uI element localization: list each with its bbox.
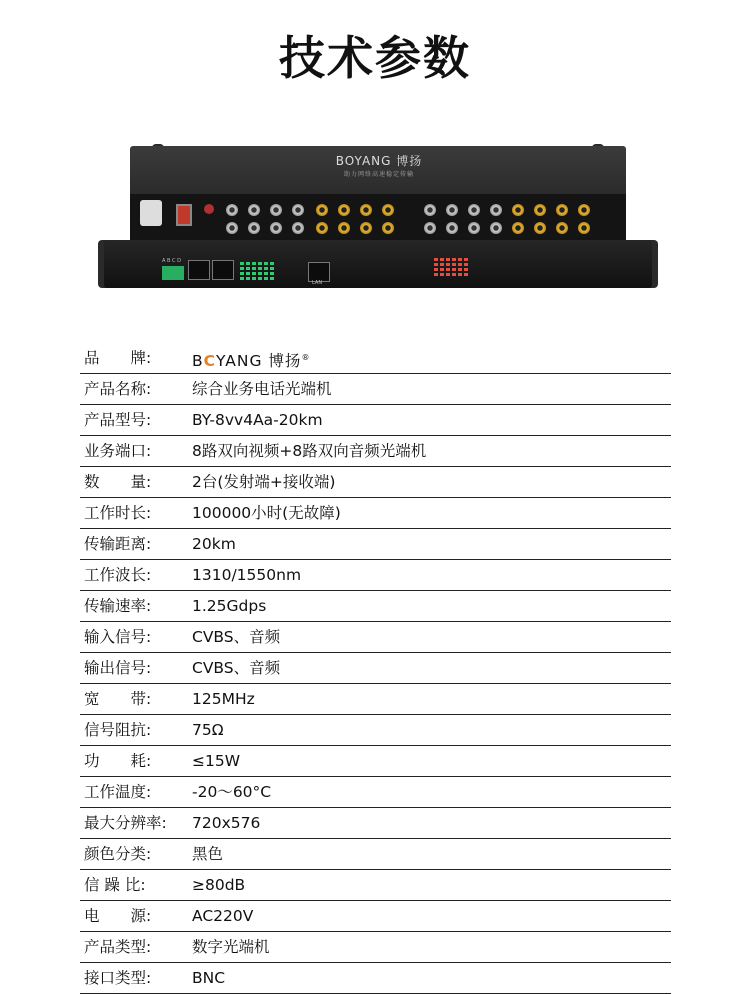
bnc-connector-icon [424,204,436,216]
status-led-icon [446,273,450,276]
status-led-icon [440,258,444,261]
status-led-icon [458,268,462,271]
status-led-icon [246,277,250,280]
fiber-port-icon [204,204,214,214]
spec-label: 业务端口: [84,442,152,460]
status-led-icon [264,267,268,270]
spec-label: 数 量: [84,473,152,491]
spec-value: 8路双向视频+8路双向音频光端机 [192,442,427,460]
bnc-connector-icon [490,204,502,216]
status-led-icon [440,263,444,266]
spec-label: 输出信号: [84,659,152,677]
bnc-connector-icon [270,204,282,216]
rca-connector-icon [556,222,568,234]
status-led-icon [270,277,274,280]
rca-connector-icon [382,222,394,234]
rca-connector-icon [360,204,372,216]
spec-row [80,498,671,529]
spec-value: -20～60°C [192,783,272,801]
spec-label: 传输速率: [84,597,152,615]
spec-row [80,808,671,839]
spec-row [80,777,671,808]
lower-chassis [104,240,652,288]
spec-value: 数字光端机 [192,938,270,956]
spec-value: 75Ω [192,721,224,739]
spec-row [80,963,671,994]
status-led-icon [446,258,450,261]
terminal-label: A B C D [162,258,181,264]
bnc-connector-icon [424,222,436,234]
status-led-icon [270,267,274,270]
bnc-connector-icon [446,204,458,216]
rj45-port-icon [212,260,234,280]
spec-label: 工作温度: [84,783,152,801]
rca-connector-icon [534,204,546,216]
status-led-icon [464,263,468,266]
spec-label: 工作时长: [84,504,152,522]
status-led-icon [446,263,450,266]
status-led-icon [452,258,456,261]
status-led-icon [446,268,450,271]
spec-value: 1.25Gdps [192,597,267,615]
spec-value: 20km [192,535,236,553]
spec-row [80,374,671,405]
bnc-connector-icon [226,222,238,234]
bnc-connector-icon [226,204,238,216]
rca-connector-icon [556,204,568,216]
rca-connector-icon [316,222,328,234]
status-led-icon [464,273,468,276]
rca-connector-icon [338,222,350,234]
status-led-icon [458,258,462,261]
status-led-icon [246,272,250,275]
spec-value: CVBS、音频 [192,628,281,646]
upper-front-panel [130,194,626,244]
rca-connector-icon [360,222,372,234]
status-led-icon [258,262,262,265]
spec-value: 黑色 [192,845,224,863]
bnc-connector-icon [468,204,480,216]
spec-row [80,591,671,622]
status-led-icon [264,262,268,265]
spec-row [80,436,671,467]
status-led-icon [434,268,438,271]
spec-value: ≤15W [192,752,241,770]
optical-transceiver-image [104,140,652,292]
spec-value: BNC [192,969,226,987]
brand-logo [192,343,310,376]
status-led-icon [258,272,262,275]
spec-value: 720x576 [192,814,261,832]
spec-value: 2台(发射端+接收端) [192,473,336,491]
status-led-icon [440,268,444,271]
spec-value: 125MHz [192,690,255,708]
rj45-port-icon [188,260,210,280]
spec-label: 工作波长: [84,566,152,584]
brand-letter: B [192,352,204,371]
rca-connector-icon [382,204,394,216]
status-led-icon [252,267,256,270]
status-led-icon [240,262,244,265]
spec-row [80,901,671,932]
status-led-icon [452,263,456,266]
spec-label: 输入信号: [84,628,152,646]
spec-table [80,343,671,994]
status-led-icon [270,262,274,265]
rca-connector-icon [578,222,590,234]
spec-row [80,715,671,746]
status-led-icon [246,267,250,270]
page-title: 技术参数 [279,31,471,85]
spec-row [80,932,671,963]
status-led-icon [240,272,244,275]
registered-mark: ® [301,353,311,362]
spec-label: 信 躁 比: [84,876,146,894]
spec-label: 产品类型: [84,938,152,956]
status-led-icon [246,262,250,265]
status-led-icon [434,258,438,261]
lan-port-icon [308,262,330,282]
lan-label: LAN [312,280,323,286]
status-led-icon [458,263,462,266]
spec-row [80,560,671,591]
spec-value: ≥80dB [192,876,246,894]
rca-connector-icon [512,222,524,234]
bnc-connector-icon [248,222,260,234]
status-led-icon [258,277,262,280]
spec-label: 产品型号: [84,411,152,429]
spec-value: BY-8vv4Aa-20km [192,411,323,429]
spec-value: AC220V [192,907,254,925]
spec-label: 颜色分类: [84,845,152,863]
device-logo [309,152,449,178]
status-led-icon [440,273,444,276]
spec-label: 传输距离: [84,535,152,553]
spec-row [80,653,671,684]
spec-label: 信号阻抗: [84,721,152,739]
spec-value: CVBS、音频 [192,659,281,677]
brand-name: YANG 博扬 [216,352,302,371]
device-logo-text: BOYANG 博扬 [335,154,423,168]
spec-row [80,467,671,498]
rca-connector-icon [578,204,590,216]
spec-label: 电 源: [84,907,152,925]
spec-row [80,746,671,777]
bnc-connector-icon [292,222,304,234]
device-tagline: 助力网络高速稳定传输 [343,171,414,178]
spec-label: 最大分辨率: [84,814,167,832]
status-led-icon [252,272,256,275]
status-led-icon [464,268,468,271]
rca-connector-icon [338,204,350,216]
rca-connector-icon [512,204,524,216]
status-led-icon [452,268,456,271]
terminal-block-icon [162,266,184,280]
spec-row-brand [80,343,671,374]
spec-row [80,839,671,870]
status-led-icon [258,267,262,270]
spec-row [80,622,671,653]
spec-row [80,405,671,436]
spec-label: 功 耗: [84,752,152,770]
power-switch-icon [176,204,192,226]
status-led-icon [458,273,462,276]
brand-mark: C [203,352,217,371]
bnc-connector-icon [292,204,304,216]
status-led-icon [452,273,456,276]
bnc-connector-icon [468,222,480,234]
status-led-icon [264,277,268,280]
status-led-icon [434,273,438,276]
rca-connector-icon [316,204,328,216]
status-led-icon [240,277,244,280]
status-led-icon [264,272,268,275]
bnc-connector-icon [446,222,458,234]
spec-label: 品 牌: [84,349,152,367]
status-led-icon [252,277,256,280]
power-socket-icon [140,200,162,226]
spec-value: 100000小时(无故障) [192,504,341,522]
spec-row [80,529,671,560]
spec-value: 综合业务电话光端机 [192,380,332,398]
bnc-connector-icon [270,222,282,234]
bnc-connector-icon [248,204,260,216]
rca-connector-icon [534,222,546,234]
spec-row [80,684,671,715]
status-led-icon [240,267,244,270]
status-led-icon [434,263,438,266]
status-led-icon [270,272,274,275]
spec-row [80,870,671,901]
status-led-icon [464,258,468,261]
spec-label: 宽 带: [84,690,152,708]
spec-label: 接口类型: [84,969,152,987]
bnc-connector-icon [490,222,502,234]
spec-label: 产品名称: [84,380,152,398]
status-led-icon [252,262,256,265]
spec-value: 1310/1550nm [192,566,302,584]
